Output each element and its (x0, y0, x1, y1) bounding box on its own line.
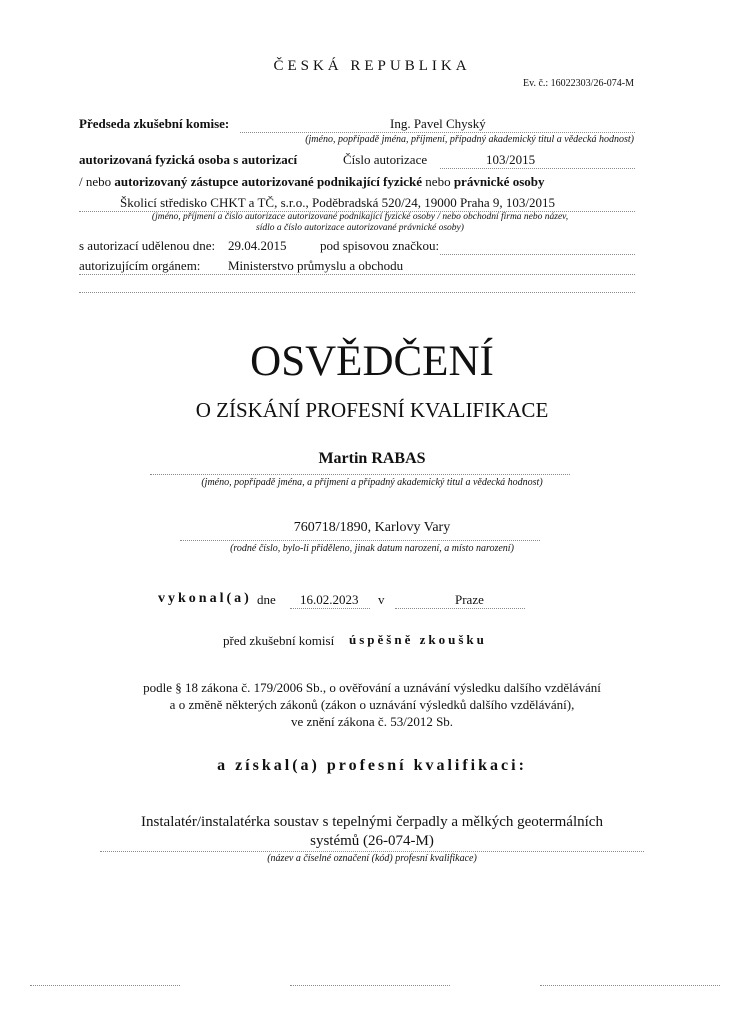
law-line-1: podle § 18 zákona č. 179/2006 Sb., o ověřování a uznávání výsledku dalšího vzdělávání (143, 680, 601, 695)
country-heading: ČESKÁ REPUBLIKA (273, 58, 471, 74)
authority-name: Ministerstvo průmyslu a obchodu (228, 258, 404, 273)
person-label: autorizovaná fyzická osoba s autorizací (79, 152, 298, 167)
chair-label: Předseda zkušební komise: (79, 116, 230, 131)
exam-place: Praze (455, 592, 484, 607)
auth-no: 103/2015 (486, 152, 536, 167)
law-line-2: a o změně některých zákonů (zákon o uznávání výsledků dalšího vzdělávání), (169, 697, 575, 712)
qualification-dotted-line (100, 851, 644, 852)
date-dotted-line (290, 608, 370, 609)
acquired-heading: a získal(a) profesní kvalifikaci: (217, 757, 527, 774)
rep-mid: nebo (425, 174, 451, 189)
performed-label: vykonal(a) (158, 591, 252, 606)
entity-text: Školicí středisko CHKT a TČ, s.r.o., Poděbradská 520/24, 19000 Praha 9, 103/2015 (120, 195, 555, 210)
chair-note: (jméno, popřípadě jména, příjmení, případný akademický titul a vědecká hodnost) (305, 134, 634, 145)
law-line-3: ve znění zákona č. 53/2012 Sb. (290, 714, 454, 729)
birth-info: 760718/1890, Karlovy Vary (293, 520, 451, 535)
rep-bold-2: právnické osoby (453, 174, 545, 189)
extra-dotted-line (79, 292, 635, 293)
signature-line-left (30, 985, 180, 986)
auth-dotted-line (440, 168, 635, 169)
exam-result: úspěšně zkoušku (349, 632, 487, 647)
chair-name: Ing. Pavel Chyský (390, 116, 486, 131)
place-dotted-line (395, 608, 525, 609)
birth-dotted-line (180, 540, 540, 541)
certificate-title: OSVĚDČENÍ (250, 338, 494, 385)
place-label: v (378, 592, 385, 607)
exam-prefix: před zkušební komisí (223, 633, 335, 648)
holder-note: (jméno, popřípadě jména, a příjmení a případný akademický titul a vědecká hodnost) (201, 477, 543, 488)
chair-dotted-line (240, 132, 635, 133)
entity-note-1: (jméno, příjmení a číslo autorizace autorizované podnikající fyzické osoby / nebo obchodní firma nebo název, (151, 212, 569, 222)
rep-bold-1: autorizovaný zástupce autorizované podnikající fyzické (114, 174, 423, 189)
reference-label: pod spisovou značkou: (320, 238, 440, 253)
granted-date: 29.04.2015 (228, 238, 287, 253)
evidence-number: Ev. č.: 16022303/26-074-M (522, 78, 634, 89)
representative-label (79, 174, 544, 190)
reference-dotted-line (440, 254, 635, 255)
qualification-line-1: Instalatér/instalatérka soustav s tepelnými čerpadly a mělkých geotermálních (141, 814, 603, 830)
exam-date: 16.02.2023 (300, 592, 359, 607)
auth-no-label: Číslo autorizace (343, 152, 428, 167)
entity-note-2: sídlo a číslo autorizace autorizované právnické osoby) (256, 223, 464, 233)
holder-name: Martin RABAS (318, 450, 426, 467)
authority-label: autorizujícím orgánem: (79, 258, 201, 273)
authority-dotted-line (79, 274, 635, 275)
signature-line-right (540, 985, 720, 986)
birth-note: (rodné číslo, bylo-li přiděleno, jinak datum narození, a místo narození) (230, 543, 514, 554)
qualification-note: (název a číselné označení (kód) profesní kvalifikace) (267, 853, 477, 864)
rep-prefix: / nebo (79, 174, 112, 189)
signature-line-center (290, 985, 450, 986)
holder-dotted-line (150, 474, 570, 475)
qualification-line-2: systémů (26-074-M) (310, 833, 434, 849)
certificate-subtitle: O ZÍSKÁNÍ PROFESNÍ KVALIFIKACE (195, 398, 549, 422)
granted-label: s autorizací udělenou dne: (79, 238, 216, 253)
date-label: dne (257, 592, 276, 607)
